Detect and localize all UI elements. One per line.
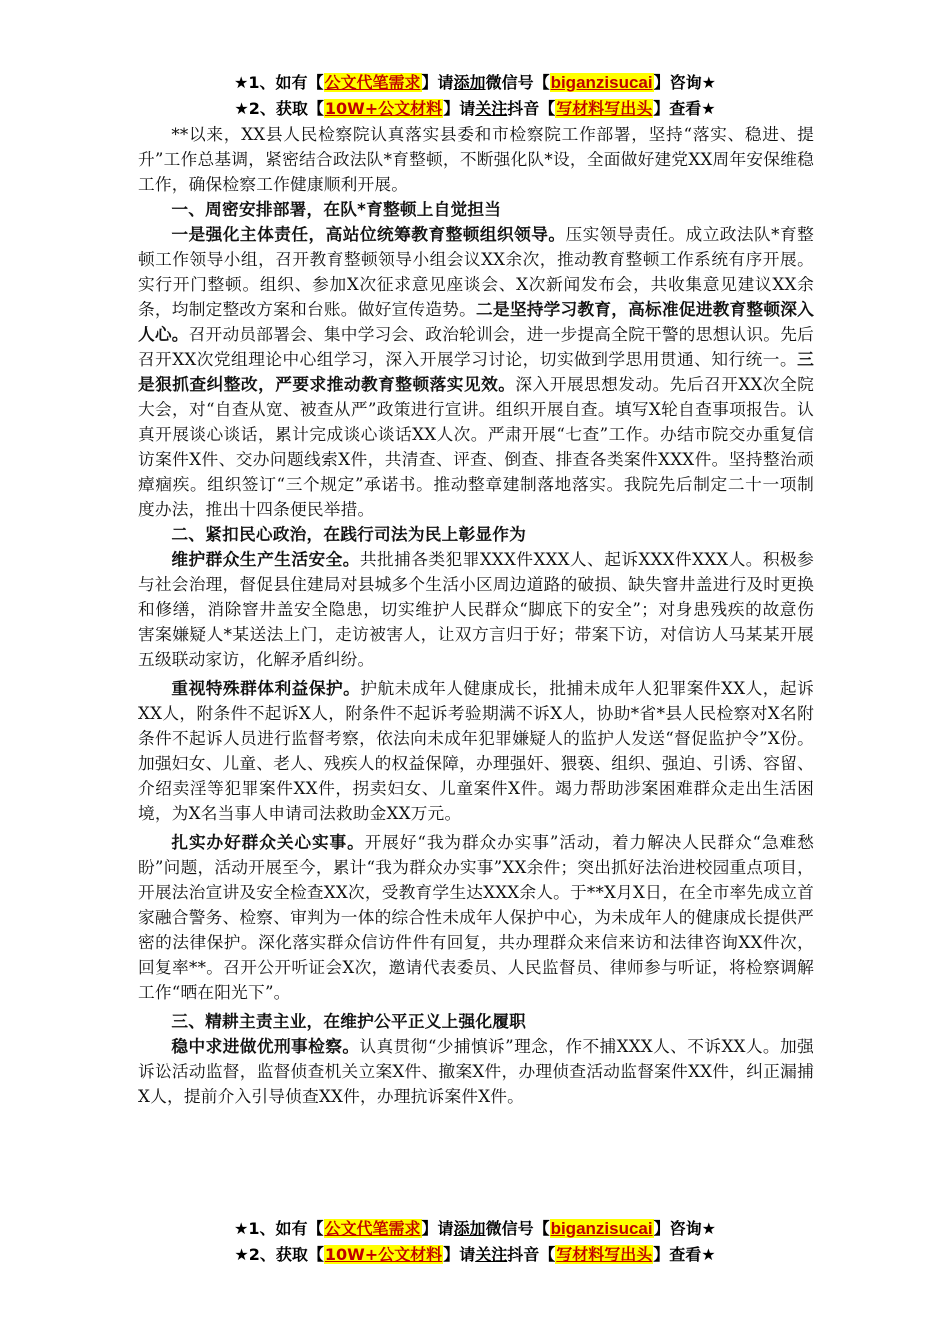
banner-text: 】请 bbox=[443, 1245, 476, 1264]
lead-phrase: 一是强化主体责任，高站位统筹教育整顿组织领导。 bbox=[171, 224, 566, 244]
paragraph-section-1 bbox=[138, 222, 814, 522]
paragraph-text: 召开动员部署会、集中学习会、政治轮训会，进一步提高全院干警的思想认识。先后召开XX次党组理论中心组学习，深入开展学习讨论，切实做到学思用贯通、知行统一。 bbox=[138, 324, 814, 369]
lead-phrase: 稳中求进做优刑事检察。 bbox=[171, 1036, 360, 1056]
banner-keyword: 关注 bbox=[475, 1245, 508, 1264]
paragraph-text: 护航未成年人健康成长，批捕未成年人犯罪案件XX人，起诉XX人，附条件不起诉X人，附条件不起诉考验期满不诉X人，协助*省*县人民检察对X名附条件不起诉人员进行监督考察，依法向未成年犯罪嫌疑人的监护人发送“督促监护令”X份。加强妇女、儿童、老人、残疾人的权益保障，办理强奸、猥亵、组织、强迫、引诱、容留、介绍卖淫等犯罪案件XX件，拐卖妇女、儿童案件X件。竭力帮助涉案困难群众走出生活困境，为X名当事人申请司法救助金XX万元。 bbox=[138, 678, 814, 823]
lead-phrase: 重视特殊群体利益保护。 bbox=[171, 678, 361, 698]
document-body bbox=[138, 122, 814, 1109]
banner-text: 】咨询★ bbox=[653, 73, 716, 92]
paragraph-criminal-prosecution bbox=[138, 1034, 814, 1109]
banner-keyword: 添加 bbox=[453, 73, 486, 92]
intro-paragraph: **以来，XX县人民检察院认真落实县委和市检察院工作部署，坚持“落实、稳进、提升”工作总基调，紧密结合政法队*育整顿，不断强化队*设，全面做好建党XX周年安保维稳工作，确保检察工作健康顺利开展。 bbox=[138, 124, 814, 194]
banner-keyword: 添加 bbox=[453, 1219, 486, 1238]
section-heading-2: 二、紧扣民心政治，在践行司法为民上彰显作为 bbox=[171, 524, 527, 544]
banner-text: ★1、如有【 bbox=[234, 1219, 324, 1238]
paragraph-text: 压实领导责任。成立政法队*育整顿工作领导小组，召开教育整顿领导小组会议XX余次，推动教育整顿工作系统有序开展。实行开门整顿。组织、参加X次征求意见座谈会、X次新闻发布会，共收集意见建议XX余条，均制定整改方案和台账。做好宣传造势。 bbox=[138, 224, 814, 319]
lead-phrase: 二是坚持学习教育，高标准促进教育整顿深入人心。 bbox=[138, 299, 815, 344]
paragraph-text: 认真贯彻“少捕慎诉”理念，作不捕XXX人、不诉XX人。加强诉讼活动监督，监督侦查机关立案X件、撤案X件，办理侦查活动监督案件XX件，纠正漏捕X人，提前介入引导侦查XX件，办理抗诉案件X件。 bbox=[138, 1036, 814, 1106]
banner-text: ★2、获取【 bbox=[234, 1245, 324, 1264]
banner-line-1 bbox=[0, 1216, 950, 1242]
lead-phrase: 三是狠抓查纠整改，严要求推动教育整顿落实见效。 bbox=[138, 349, 814, 394]
banner-text: 】请 bbox=[443, 99, 476, 118]
banner-text: 抖音【 bbox=[507, 1245, 556, 1264]
highlight-wechat-id: biganzisucai bbox=[550, 73, 653, 92]
section-heading-3: 三、精耕主责主业，在维护公平正义上强化履职 bbox=[171, 1011, 527, 1031]
banner-text: 】咨询★ bbox=[653, 1219, 716, 1238]
highlight-douyin: 写材料写出头 bbox=[556, 1245, 653, 1264]
banner-text: 】请 bbox=[421, 1219, 454, 1238]
section-heading-1: 一、周密安排部署，在队*育整顿上自觉担当 bbox=[171, 199, 502, 219]
paragraph-special-groups bbox=[138, 676, 814, 826]
banner-text: 】请 bbox=[421, 73, 454, 92]
highlight-douyin: 写材料写出头 bbox=[556, 99, 653, 118]
paragraph-text: 开展好“我为群众办实事”活动，着力解决人民群众“急难愁盼”问题，活动开展至今，累计“我为群众办实事”XX余件；突出抓好法治进校园重点项目，开展法治宣讲及安全检查XX次，受教育学生达XXX余人。于**X月X日，在全市率先成立首家融合警务、检察、审判为一体的综合性未成年人保护中心，为未成年人的健康成长提供严密的法律保护。深化落实群众信访件件有回复，共办理群众来信来访和法律咨询XX件次，回复率**。召开公开听证会X次，邀请代表委员、人民监督员、律师参与听证，将检察调解工作“晒在阳光下”。 bbox=[138, 832, 814, 1002]
footer-banner bbox=[0, 1216, 950, 1268]
banner-line-2 bbox=[0, 96, 950, 122]
banner-text: 抖音【 bbox=[507, 99, 556, 118]
banner-text: ★2、获取【 bbox=[234, 99, 324, 118]
banner-line-2 bbox=[0, 1242, 950, 1268]
paragraph-practical-matters bbox=[138, 830, 814, 1005]
highlight-service: 公文代笔需求 bbox=[324, 73, 421, 92]
lead-phrase: 维护群众生产生活安全。 bbox=[171, 549, 360, 569]
banner-text: 微信号【 bbox=[485, 1219, 550, 1238]
header-banner bbox=[0, 70, 950, 122]
banner-text: 微信号【 bbox=[485, 73, 550, 92]
lead-phrase: 扎实办好群众关心实事。 bbox=[171, 832, 365, 852]
highlight-materials: 10W+公文材料 bbox=[324, 1245, 443, 1264]
banner-text: 】查看★ bbox=[653, 99, 716, 118]
highlight-service: 公文代笔需求 bbox=[324, 1219, 421, 1238]
banner-keyword: 关注 bbox=[475, 99, 508, 118]
paragraph-safety bbox=[138, 547, 814, 672]
banner-text: 】查看★ bbox=[653, 1245, 716, 1264]
paragraph-text: 深入开展思想发动。先后召开XX次全院大会，对“自查从宽、被查从严”政策进行宣讲。组织开展自查。填写X轮自查事项报告。认真开展谈心谈话，累计完成谈心谈话XX人次。严肃开展“七查”工作。办结市院交办重复信访案件X件、交办问题线索X件，共清查、评查、倒查、排查各类案件XXX件。坚持整治顽瘴痼疾。组织签订“三个规定”承诺书。推动整章建制落地落实。我院先后制定二十一项制度办法，推出十四条便民举措。 bbox=[138, 374, 815, 519]
highlight-wechat-id: biganzisucai bbox=[550, 1219, 653, 1238]
paragraph-text: 共批捕各类犯罪XXX件XXX人、起诉XXX件XXX人。积极参与社会治理，督促县住建局对县城多个生活小区周边道路的破损、缺失窨井盖进行及时更换和修缮，消除窨井盖安全隐患，切实维护人民群众“脚底下的安全”；对身患残疾的故意伤害案嫌疑人*某送法上门，走访被害人，让双方言归于好；带案下访，对信访人马某某开展五级联动家访，化解矛盾纠纷。 bbox=[138, 549, 814, 669]
banner-line-1 bbox=[0, 70, 950, 96]
banner-text: ★1、如有【 bbox=[234, 73, 324, 92]
highlight-materials: 10W+公文材料 bbox=[324, 99, 443, 118]
